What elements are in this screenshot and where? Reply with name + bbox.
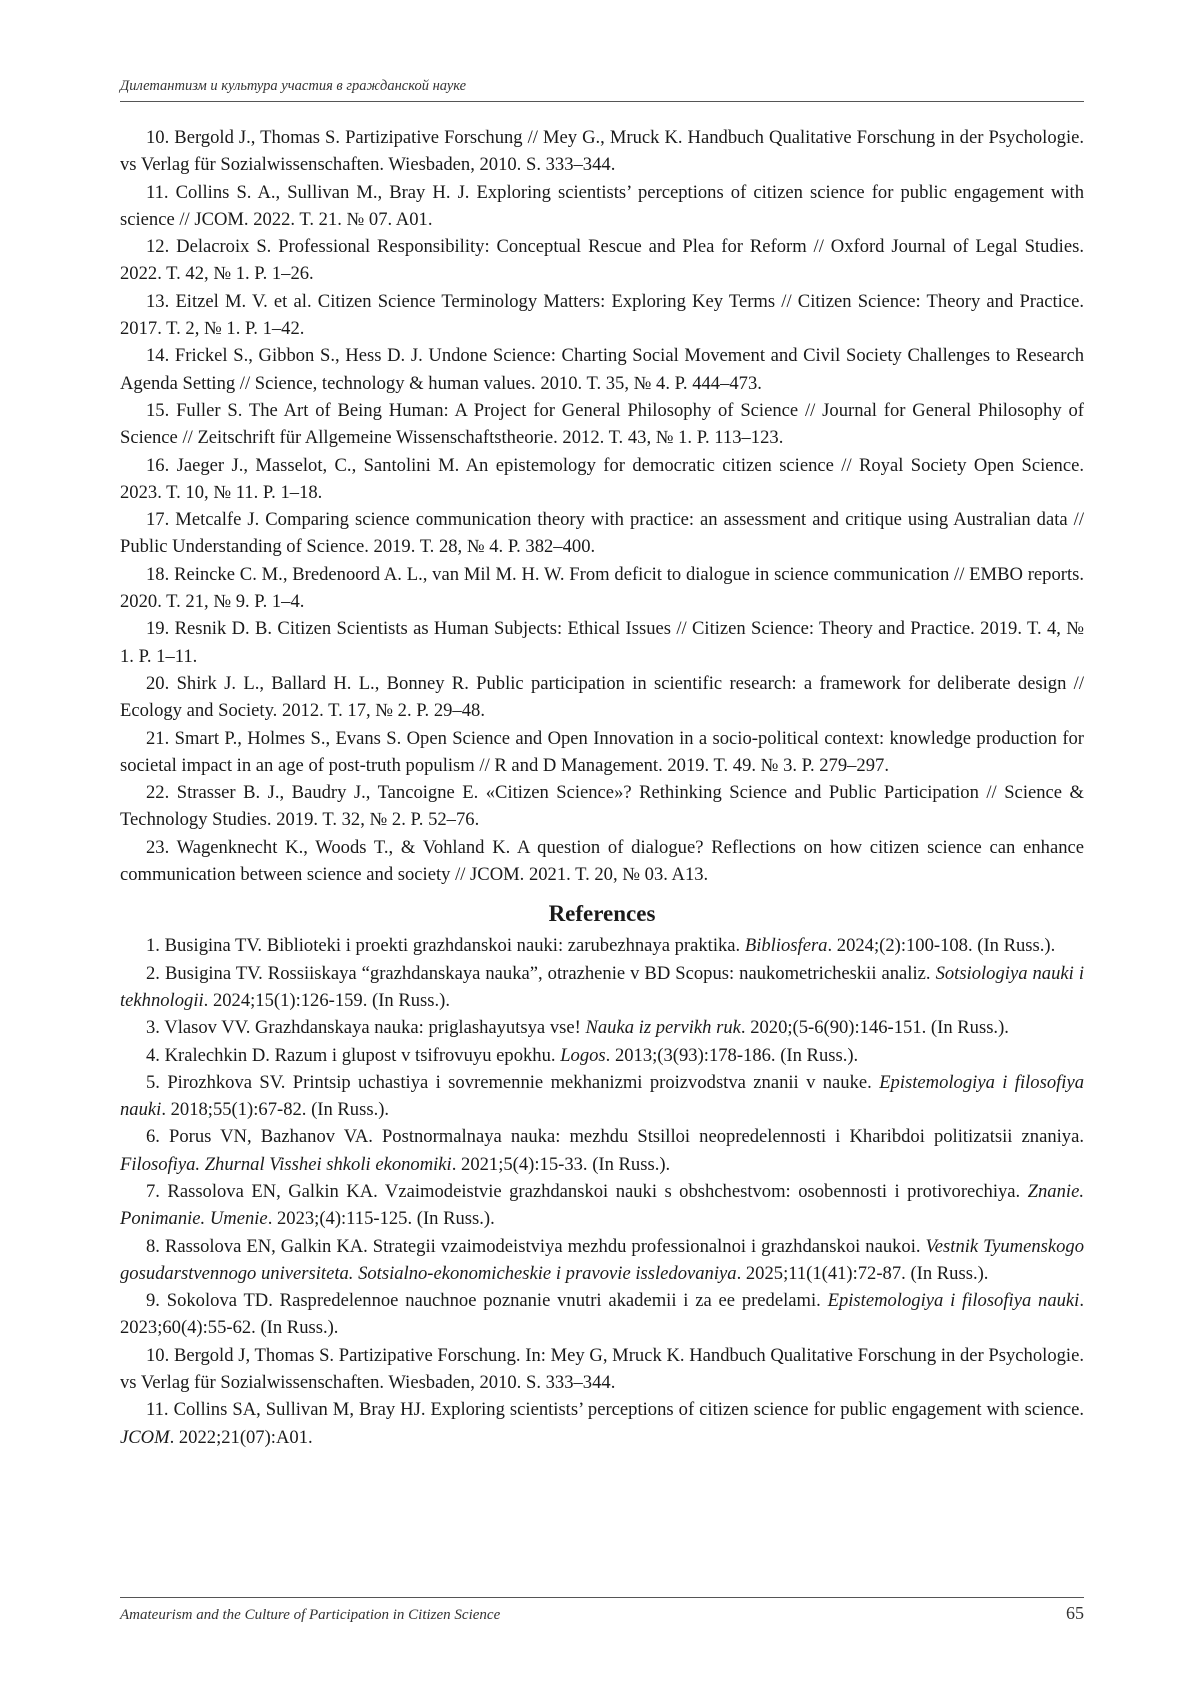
journal-title: Bibliosfera (744, 935, 828, 957)
journal-title: Epistemologiya i filosofiya nauki (120, 1071, 1084, 1121)
entry-number: 20. (146, 672, 170, 694)
journal-title: Epistemologiya i filosofiya nauki (827, 1290, 1080, 1312)
entry-text: Porus VN, Bazhanov VA. Postnormalnaya nauka: mezhdu Stsilloi neopredelennosti i Kharibdoi politizatsii znaniya. (169, 1126, 1084, 1148)
reference-entry-5 (120, 1069, 1084, 1124)
bibliography-entry-23 (120, 834, 1084, 889)
journal-title: Znanie. Ponimanie. Umenie (120, 1180, 1084, 1230)
entry-number: 1. (146, 935, 160, 957)
entry-number: 23. (146, 836, 170, 858)
entry-details: . 2023;(4):115-125. (In Russ.). (267, 1208, 495, 1230)
bibliography-entry-19 (120, 615, 1084, 670)
entry-number: 6. (146, 1126, 160, 1148)
reference-list (120, 124, 1084, 1451)
entry-number: 2. (146, 962, 160, 984)
bibliography-entry-17 (120, 506, 1084, 561)
entry-number: 10. (146, 1344, 170, 1366)
entry-text: Rassolova EN, Galkin KA. Vzaimodeistvie grazhdanskoi nauki s obshchestvom: osobennosti i protivorechiya. (167, 1180, 1028, 1202)
page-number: 65 (1066, 1603, 1084, 1623)
bibliography-entry-14 (120, 342, 1084, 397)
entry-number: 13. (146, 290, 170, 312)
reference-entry-6 (120, 1123, 1084, 1178)
entry-text: Bergold J, Thomas S. Partizipative Forschung. In: Mey G, Mruck K. Handbuch Qualitative Forschung in der Psychologie. vs Verlag für Sozialwissenschaften. Wiesbaden, 2010. S. 333–344. (120, 1344, 1084, 1394)
entry-text: Rassolova EN, Galkin KA. Strategii vzaimodeistviya mezhdu professionalnoi i grazhdanskoi naukoi. (164, 1235, 926, 1257)
entry-text: Vlasov VV. Grazhdanskaya nauka: priglashayutsya vse! (164, 1017, 586, 1039)
entry-text: Bergold J., Thomas S. Partizipative Forschung // Mey G., Mruck K. Handbuch Qualitative Forschung in der Psychologie. vs Verlag für Sozialwissenschaften. Wiesbaden, 2010. S. 333–344. (120, 127, 1085, 176)
entry-number: 15. (146, 399, 170, 421)
entry-text: Eitzel M. V. et al. Citizen Science Terminology Matters: Exploring Key Terms // Citizen Science: Theory and Practice. 2017. T. 2, № 1. P. 1–42. (120, 290, 1084, 340)
reference-entry-2 (120, 960, 1084, 1015)
footer-divider (120, 1597, 1084, 1598)
entry-text: Resnik D. B. Citizen Scientists as Human Subjects: Ethical Issues // Citizen Science: Theory and Practice. 2019. T. 4, № 1. P. 1–11. (120, 618, 1085, 667)
journal-title: Sotsiologiya nauki i tekhnologii (120, 962, 1084, 1011)
entry-text: Sokolova TD. Raspredelennoe nauchnoe poznanie vnutri akademii i za ee predelami. (166, 1290, 828, 1312)
reference-entry-11 (120, 1396, 1084, 1451)
entry-number: 10. (146, 127, 170, 148)
entry-number: 17. (146, 509, 170, 531)
entry-details: . 2024;(2):100-108. (In Russ.). (827, 935, 1056, 957)
entry-text: Busigina TV. Biblioteki i proekti grazhdanskoi nauki: zarubezhnaya praktika. (164, 935, 745, 957)
entry-number: 22. (146, 782, 170, 804)
entry-text: Kralechkin D. Razum i glupost v tsifrovuyu epokhu. (164, 1044, 561, 1066)
entry-text: Reincke C. M., Bredenoord A. L., van Mil M. H. W. From deficit to dialogue in science communication // EMBO reports. 2020. T. 21, № 9. P. 1–4. (120, 563, 1084, 613)
entry-number: 21. (146, 727, 170, 749)
entry-text: Fuller S. The Art of Being Human: A Project for General Philosophy of Science // Journal for General Philosophy of Science // Zeitschrift für Allgemeine Wissenschaftstheorie. 2012. T. 43, № 1. P. 113–123. (120, 399, 1084, 449)
journal-title: Nauka iz pervikh ruk (585, 1017, 741, 1039)
entry-details: . 2024;15(1):126-159. (In Russ.). (203, 989, 451, 1011)
entry-details: . 2021;5(4):15-33. (In Russ.). (451, 1153, 671, 1175)
entry-details: . 2013;(3(93):178-186. (In Russ.). (605, 1044, 859, 1066)
references-heading: References (548, 901, 656, 927)
bibliography-entry-21 (120, 725, 1084, 780)
bibliography-entry-20 (120, 670, 1084, 725)
entry-number: 16. (146, 454, 170, 476)
entry-number: 9. (146, 1290, 160, 1312)
entry-number: 14. (146, 345, 170, 367)
reference-entry-1 (120, 932, 1084, 959)
running-head: Дилетантизм и культура участия в гражданской науке (120, 78, 1084, 102)
entry-details: . 2025;11(1(41):72-87. (In Russ.). (736, 1262, 989, 1284)
entry-number: 11. (146, 181, 169, 203)
footer-title: Amateurism and the Culture of Participation in Citizen Science (120, 1607, 501, 1623)
entry-number: 18. (146, 563, 170, 585)
entry-number: 5. (146, 1071, 160, 1093)
entry-details: . 2018;55(1):67-82. (In Russ.). (161, 1099, 390, 1121)
bibliography-entry-22 (120, 779, 1084, 834)
entry-details: . 2022;21(07):A01. (169, 1426, 313, 1448)
entry-text: Collins S. A., Sullivan M., Bray H. J. Exploring scientists’ perceptions of citizen science for public engagement with science // JCOM. 2022. T. 21. № 07. A01. (120, 181, 1084, 230)
bibliography-entry-13 (120, 288, 1084, 343)
entry-text: Metcalfe J. Comparing science communication theory with practice: an assessment and critique using Australian data // Public Understanding of Science. 2019. T. 28, № 4. P. 382–400. (120, 509, 1084, 558)
entry-text: Jaeger J., Masselot, C., Santolini M. An epistemology for democratic citizen science // Royal Society Open Science. 2023. T. 10, № 11. P. 1–18. (120, 454, 1084, 503)
entry-details: . 2023;60(4):55-62. (In Russ.). (120, 1290, 1084, 1339)
entry-text: Collins SA, Sullivan M, Bray HJ. Exploring scientists’ perceptions of citizen science for public engagement with science. (173, 1399, 1084, 1421)
entry-number: 12. (146, 236, 170, 258)
entry-text: Shirk J. L., Ballard H. L., Bonney R. Public participation in scientific research: a framework for deliberate design // Ecology and Society. 2012. T. 17, № 2. P. 29–48. (120, 672, 1085, 722)
entry-number: 7. (146, 1180, 160, 1202)
reference-entry-8 (120, 1233, 1084, 1288)
entry-number: 3. (146, 1017, 160, 1039)
bibliography-entry-11 (120, 179, 1084, 234)
journal-title: Filosofiya. Zhurnal Visshei shkoli ekonomiki (120, 1153, 452, 1175)
entry-number: 8. (146, 1235, 160, 1257)
reference-entry-9 (120, 1287, 1084, 1342)
bibliography-entry-18 (120, 561, 1084, 616)
bibliography-entry-15 (120, 397, 1084, 452)
reference-entry-10 (120, 1342, 1084, 1397)
entry-text: Smart P., Holmes S., Evans S. Open Science and Open Innovation in a socio-political context: knowledge production for societal impact in an age of post-truth populism // R and D Management. 2019. T. 49. № 3. P. 279–297. (120, 727, 1084, 776)
entry-number: 4. (146, 1044, 160, 1066)
journal-title: Vestnik Tyumenskogo gosudarstvennogo universiteta. Sotsialno-ekonomicheskie i pravovie issledovaniya (120, 1235, 1085, 1284)
journal-title: Logos (560, 1044, 606, 1066)
reference-entry-4 (120, 1042, 1084, 1069)
entry-text: Wagenknecht K., Woods T., & Vohland K. A question of dialogue? Reflections on how citizen science can enhance communication between science and society // JCOM. 2021. T. 20, № 03. A13. (120, 836, 1084, 886)
entry-text: Strasser B. J., Baudry J., Tancoigne E. «Citizen Science»? Rethinking Science and Public Participation // Science & Technology Studies. 2019. T. 32, № 2. P. 52–76. (120, 782, 1084, 831)
entry-number: 19. (146, 618, 170, 640)
entry-text: Busigina TV. Rossiiskaya “grazhdanskaya nauka”, otrazhenie v BD Scopus: naukometricheskii analiz. (164, 962, 936, 984)
bibliography-entry-10 (120, 124, 1084, 179)
entry-number: 11. (146, 1399, 169, 1421)
entry-details: . 2020;(5-6(90):146-151. (In Russ.). (740, 1017, 1009, 1039)
bibliography-entry-12 (120, 233, 1084, 288)
bibliography-entry-16 (120, 452, 1084, 507)
entry-text: Pirozhkova SV. Printsip uchastiya i sovremennie mekhanizmi proizvodstva znanii v nauke. (167, 1071, 880, 1093)
entry-text: Frickel S., Gibbon S., Hess D. J. Undone Science: Charting Social Movement and Civil Society Challenges to Research Agenda Setting // Science, technology & human values. 2010. T. 35, № 4. P. 444–473. (120, 345, 1084, 394)
reference-entry-3 (120, 1014, 1084, 1041)
entry-text: Delacroix S. Professional Responsibility: Conceptual Rescue and Plea for Reform // Oxford Journal of Legal Studies. 2022. T. 42, № 1. P. 1–26. (120, 236, 1084, 285)
reference-entry-7 (120, 1178, 1084, 1233)
journal-title: JCOM (120, 1426, 170, 1448)
